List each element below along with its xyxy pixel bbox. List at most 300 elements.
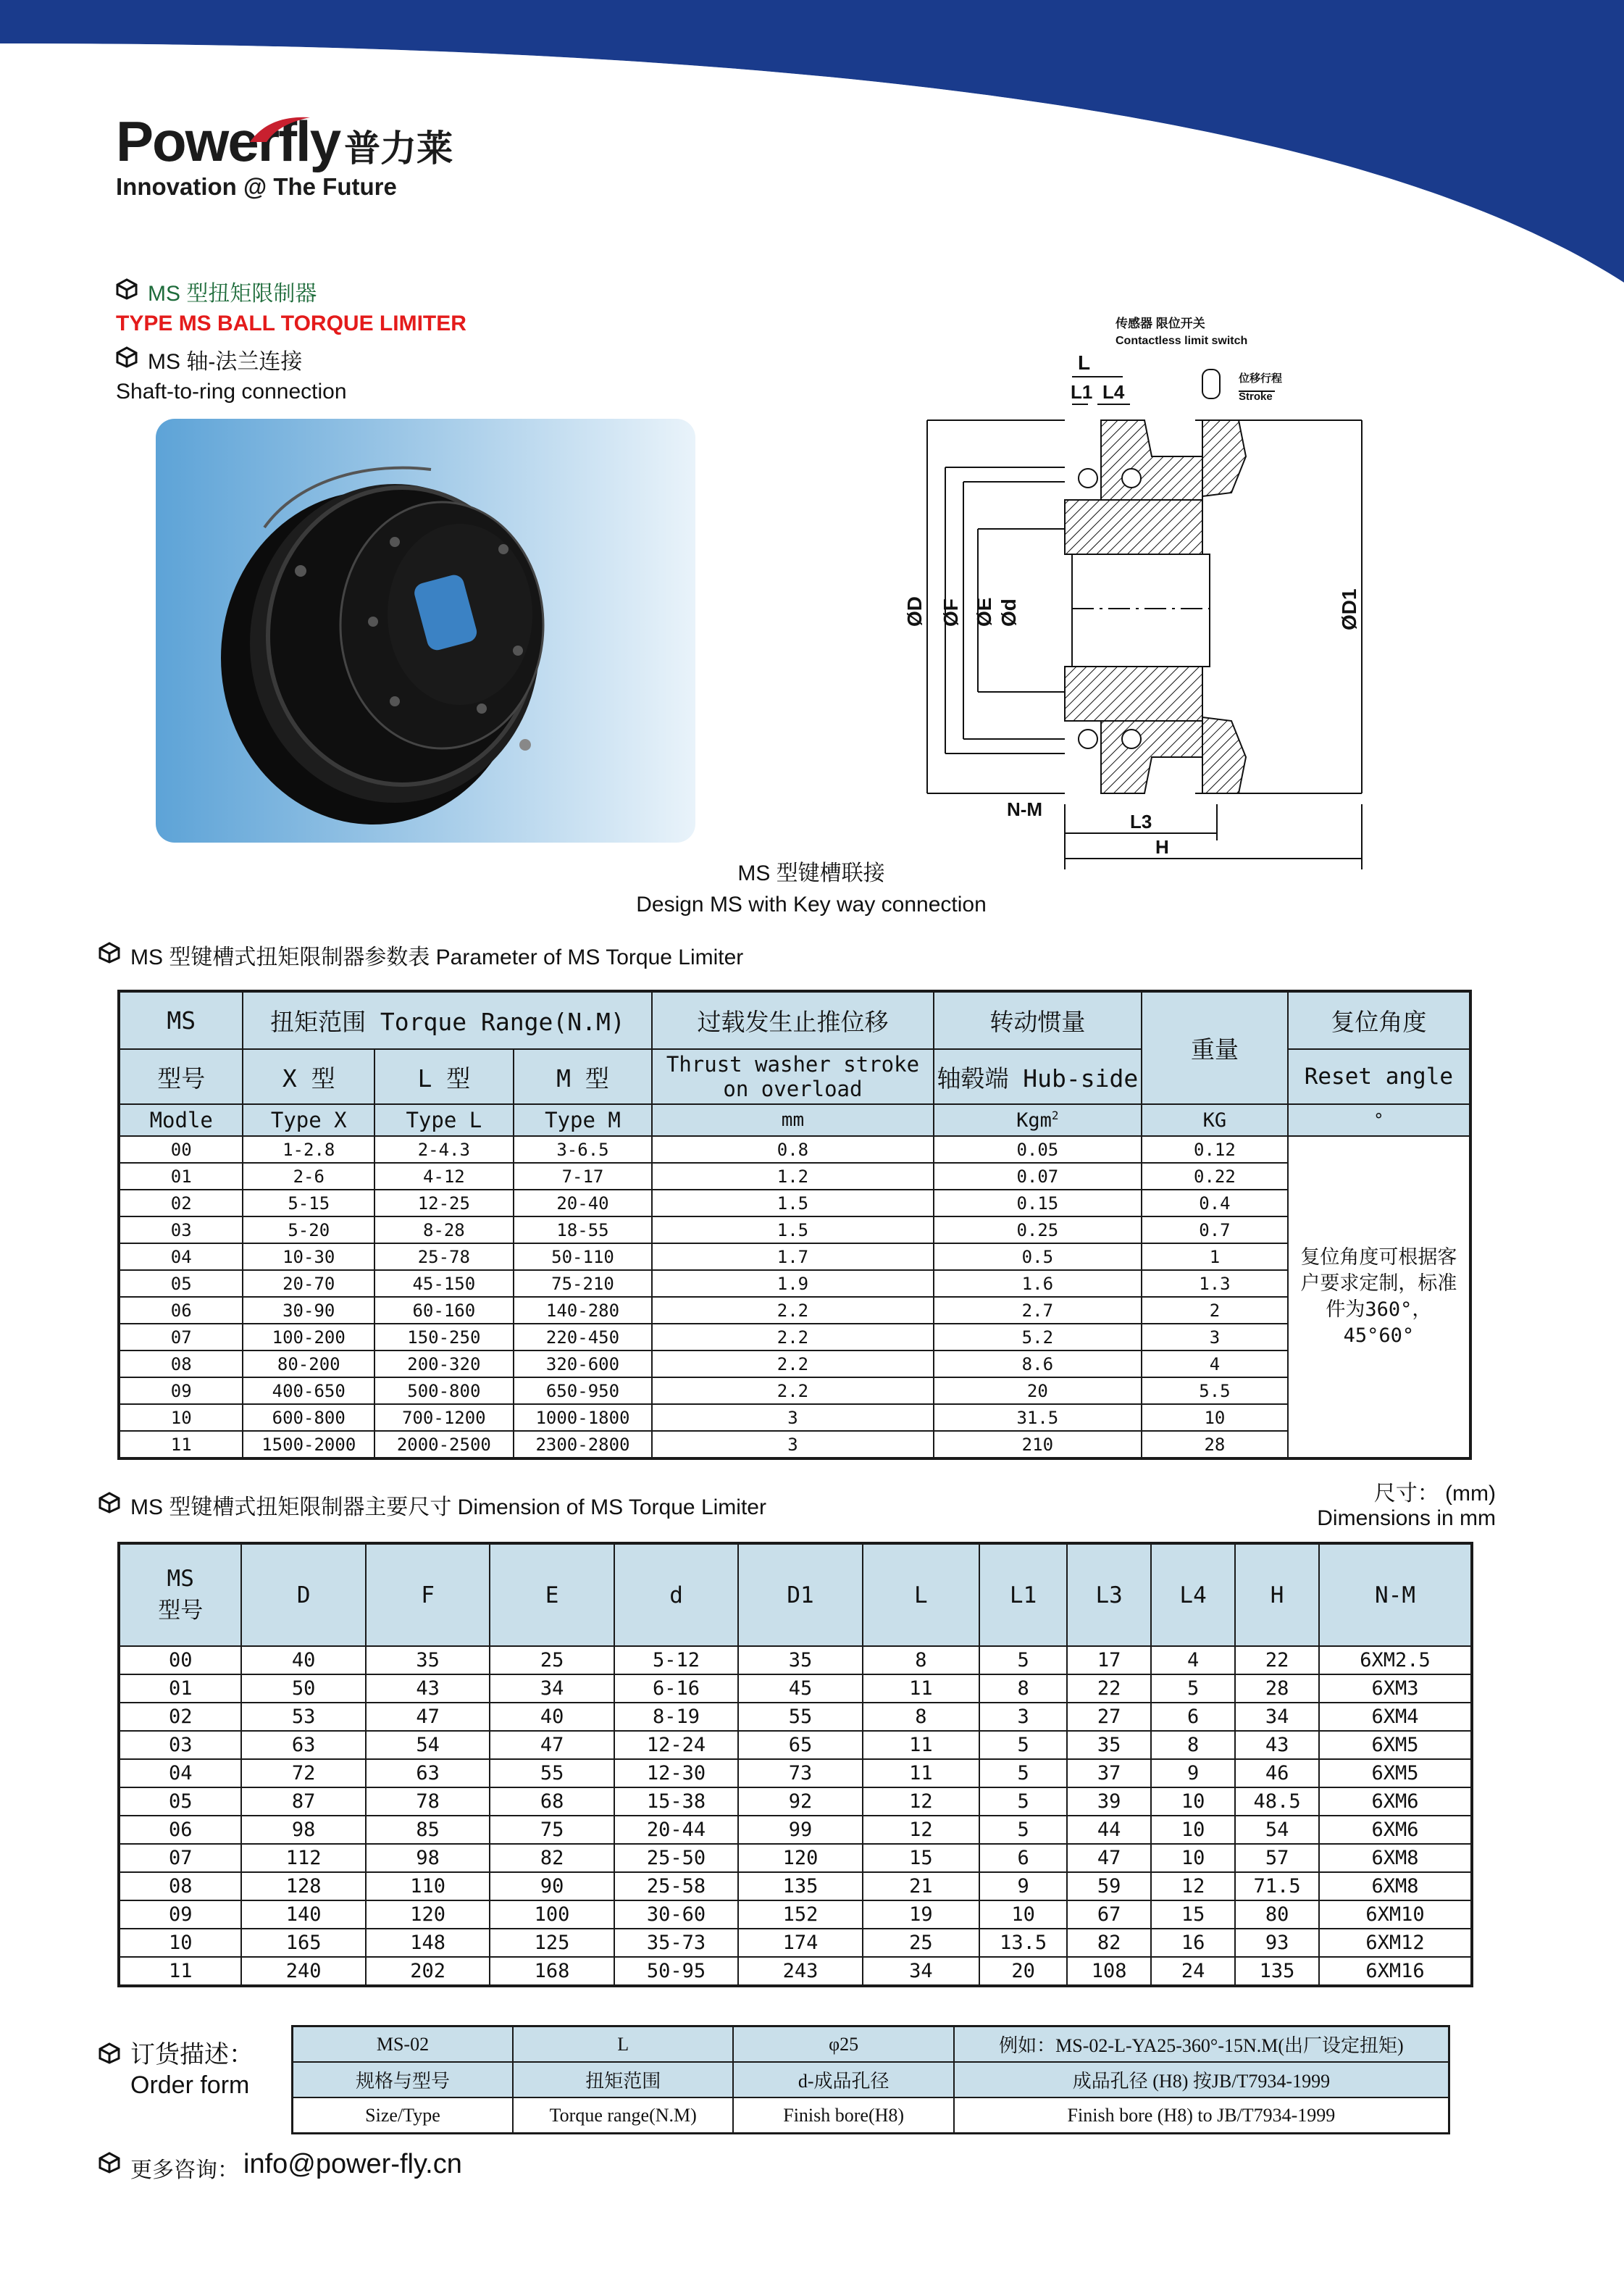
unit-inertia-text: Kgm: [1016, 1109, 1052, 1132]
table-cell: 0.4: [1142, 1190, 1288, 1216]
cube-bullet-icon: [99, 942, 120, 964]
table-cell: 1.2: [652, 1163, 933, 1190]
table-cell: 202: [366, 1957, 490, 1986]
table-cell: 3: [652, 1431, 933, 1458]
order-bore-cn: d-成品孔径: [733, 2062, 953, 2097]
table-cell: 25: [863, 1929, 979, 1957]
table-cell: 00: [119, 1646, 241, 1674]
dim-unit-note: [1246, 1482, 1496, 1531]
table-cell: 01: [119, 1674, 241, 1703]
table-cell: 10: [1151, 1787, 1235, 1816]
order-size-cn: 规格与型号: [293, 2062, 513, 2097]
table-cell: 8: [863, 1703, 979, 1731]
table-cell: 1.7: [652, 1243, 933, 1270]
table-cell: 150-250: [374, 1324, 514, 1351]
th-dim-E: E: [490, 1543, 614, 1646]
th-dim-L4: L4: [1151, 1543, 1235, 1646]
table-cell: 00: [119, 1136, 243, 1163]
table-cell: 25-50: [614, 1844, 738, 1872]
table-cell: 500-800: [374, 1377, 514, 1404]
table-cell: 0.25: [934, 1216, 1142, 1243]
drawing-caption: [579, 855, 1043, 917]
th-reset-en: Reset angle: [1288, 1049, 1470, 1104]
table-cell: 10: [119, 1929, 241, 1957]
table-cell: 135: [738, 1872, 862, 1900]
table-cell: 02: [119, 1703, 241, 1731]
table-cell: 20-70: [243, 1270, 374, 1297]
table-cell: 55: [738, 1703, 862, 1731]
table-cell: 46: [1235, 1759, 1319, 1787]
table-cell: 18-55: [514, 1216, 653, 1243]
table-row: [119, 1646, 1472, 1674]
table-cell: 108: [1067, 1957, 1151, 1986]
table-cell: 17: [1067, 1646, 1151, 1674]
table-cell: 3-6.5: [514, 1136, 653, 1163]
dim-D: ØD: [903, 596, 926, 627]
table-cell: 25-58: [614, 1872, 738, 1900]
table-cell: 08: [119, 1872, 241, 1900]
table-cell: 8-19: [614, 1703, 738, 1731]
cube-bullet-icon: [99, 1492, 120, 1514]
table-cell: 5: [1151, 1674, 1235, 1703]
table-cell: 98: [366, 1844, 490, 1872]
th-dim-d: d: [614, 1543, 738, 1646]
table-cell: 21: [863, 1872, 979, 1900]
table-cell: 72: [241, 1759, 365, 1787]
table-cell: 4: [1151, 1646, 1235, 1674]
table-cell: 20: [934, 1377, 1142, 1404]
table-cell: 2.2: [652, 1324, 933, 1351]
order-example-size: MS-02: [293, 2026, 513, 2063]
table-cell: 12: [863, 1816, 979, 1844]
table-cell: 6XM6: [1319, 1816, 1472, 1844]
th-thrust-en: Thrust washer stroke on overload: [652, 1049, 933, 1104]
table-cell: 44: [1067, 1816, 1151, 1844]
table-cell: 112: [241, 1844, 365, 1872]
th-ms: MS: [119, 991, 243, 1049]
table-cell: 128: [241, 1872, 365, 1900]
table-cell: 1.6: [934, 1270, 1142, 1297]
table-cell: 25: [490, 1646, 614, 1674]
table-row: [119, 1900, 1472, 1929]
dim-L1: L1: [1071, 381, 1093, 403]
th-unit-stroke: mm: [652, 1104, 933, 1136]
th-dim-model-cn: 型号: [158, 1598, 204, 1624]
table-cell: 2: [1142, 1297, 1288, 1324]
th-type-m-cn: M 型: [514, 1049, 653, 1104]
table-cell: 57: [1235, 1844, 1319, 1872]
table-cell: 50-95: [614, 1957, 738, 1986]
table-cell: 24: [1151, 1957, 1235, 1986]
table-cell: 8.6: [934, 1351, 1142, 1377]
table-cell: 6: [979, 1844, 1067, 1872]
table-cell: 02: [119, 1190, 243, 1216]
cube-bullet-icon: [116, 346, 138, 368]
th-model-cn: 型号: [119, 1049, 243, 1104]
table-cell: 37: [1067, 1759, 1151, 1787]
table-cell: 63: [366, 1759, 490, 1787]
table-cell: 80-200: [243, 1351, 374, 1377]
table-cell: 6XM4: [1319, 1703, 1472, 1731]
table-cell: 30-90: [243, 1297, 374, 1324]
table-cell: 59: [1067, 1872, 1151, 1900]
table-cell: 5: [979, 1787, 1067, 1816]
table-cell: 400-650: [243, 1377, 374, 1404]
technical-drawing: [898, 312, 1420, 877]
table-cell: 82: [1067, 1929, 1151, 1957]
table-cell: 165: [241, 1929, 365, 1957]
table-cell: 12-24: [614, 1731, 738, 1759]
sensor-label-en: Contactless limit switch: [1116, 335, 1248, 347]
th-unit-model: Modle: [119, 1104, 243, 1136]
table-cell: 140: [241, 1900, 365, 1929]
table-row: [119, 1404, 1470, 1431]
table-cell: 210: [934, 1431, 1142, 1458]
torque-limiter-image: [156, 419, 695, 843]
table-cell: 1500-2000: [243, 1431, 374, 1458]
dim-d: Ød: [997, 598, 1020, 627]
table-cell: 01: [119, 1163, 243, 1190]
contact-label: 更多咨询：: [130, 2158, 239, 2182]
table-row: [119, 1759, 1472, 1787]
contact-line: [99, 2149, 462, 2184]
table-cell: 5.5: [1142, 1377, 1288, 1404]
dim-section-text: MS 型键槽式扭矩限制器主要尺寸 Dimension of MS Torque Limiter: [130, 1495, 766, 1519]
table-cell: 4-12: [374, 1163, 514, 1190]
table-cell: 43: [366, 1674, 490, 1703]
table-cell: 22: [1067, 1674, 1151, 1703]
table-cell: 1.3: [1142, 1270, 1288, 1297]
th-inertia-en: 轴毂端 Hub-side: [934, 1049, 1142, 1104]
table-cell: 93: [1235, 1929, 1319, 1957]
order-standard-en: Finish bore (H8) to JB/T7934-1999: [954, 2097, 1449, 2134]
table-cell: 240: [241, 1957, 365, 1986]
dim-N-M: N-M: [1007, 798, 1043, 820]
connection-title: [116, 343, 347, 404]
table-cell: 6XM8: [1319, 1844, 1472, 1872]
table-row: [119, 1136, 1470, 1163]
th-type-x-cn: X 型: [243, 1049, 374, 1104]
table-cell: 90: [490, 1872, 614, 1900]
table-row: [119, 1731, 1472, 1759]
table-cell: 0.07: [934, 1163, 1142, 1190]
table-cell: 31.5: [934, 1404, 1142, 1431]
table-cell: 0.7: [1142, 1216, 1288, 1243]
table-cell: 63: [241, 1731, 365, 1759]
th-weight-cn: 重量: [1142, 991, 1288, 1104]
table-cell: 6XM5: [1319, 1731, 1472, 1759]
table-cell: 15: [863, 1844, 979, 1872]
order-example-range: L: [513, 2026, 734, 2063]
table-row: [119, 1929, 1472, 1957]
th-unit-weight: KG: [1142, 1104, 1288, 1136]
th-unit-m: Type M: [514, 1104, 653, 1136]
table-cell: 100: [490, 1900, 614, 1929]
table-cell: 140-280: [514, 1297, 653, 1324]
table-cell: 34: [863, 1957, 979, 1986]
table-cell: 135: [1235, 1957, 1319, 1986]
order-standard-cn: 成品孔径 (H8) 按JB/T7934-1999: [954, 2062, 1449, 2097]
table-cell: 2300-2800: [514, 1431, 653, 1458]
order-size-en: Size/Type: [293, 2097, 513, 2134]
th-dim-D1: D1: [738, 1543, 862, 1646]
dim-L3: L3: [1130, 811, 1152, 832]
table-cell: 53: [241, 1703, 365, 1731]
table-cell: 1.9: [652, 1270, 933, 1297]
table-cell: 16: [1151, 1929, 1235, 1957]
table-cell: 28: [1142, 1431, 1288, 1458]
table-cell: 13.5: [979, 1929, 1067, 1957]
th-dim-model: [119, 1543, 241, 1646]
table-cell: 0.5: [934, 1243, 1142, 1270]
th-reset-cn: 复位角度: [1288, 991, 1470, 1049]
table-cell: 11: [863, 1674, 979, 1703]
table-cell: 10: [1142, 1404, 1288, 1431]
th-thrust-cn: 过载发生止推位移: [652, 991, 933, 1049]
table-cell: 1000-1800: [514, 1404, 653, 1431]
logo-brand: Powerfly: [116, 109, 340, 173]
th-dim-L: L: [863, 1543, 979, 1646]
table-row: [119, 1377, 1470, 1404]
table-cell: 30-60: [614, 1900, 738, 1929]
table-cell: 9: [979, 1872, 1067, 1900]
connection-title-en: Shaft-to-ring connection: [116, 380, 347, 404]
table-cell: 2.2: [652, 1351, 933, 1377]
table-cell: 148: [366, 1929, 490, 1957]
th-dim-F: F: [366, 1543, 490, 1646]
table-cell: 05: [119, 1787, 241, 1816]
table-cell: 1.5: [652, 1216, 933, 1243]
order-form-table: [291, 2025, 1450, 2134]
table-cell: 28: [1235, 1674, 1319, 1703]
table-row: [119, 1957, 1472, 1986]
th-unit-inertia: [934, 1104, 1142, 1136]
th-dim-ms: MS: [167, 1566, 194, 1592]
table-cell: 9: [1151, 1759, 1235, 1787]
table-cell: 1-2.8: [243, 1136, 374, 1163]
table-cell: 8: [979, 1674, 1067, 1703]
drawing-caption-cn: MS 型键槽联接: [737, 861, 885, 885]
table-cell: 12: [1151, 1872, 1235, 1900]
table-cell: 6XM12: [1319, 1929, 1472, 1957]
table-cell: 35: [366, 1646, 490, 1674]
table-row: [119, 1431, 1470, 1458]
table-cell: 06: [119, 1816, 241, 1844]
table-row: [119, 1703, 1472, 1731]
table-row: [119, 1674, 1472, 1703]
th-unit-reset: °: [1288, 1104, 1470, 1136]
table-cell: 05: [119, 1270, 243, 1297]
table-cell: 1.5: [652, 1190, 933, 1216]
table-cell: 87: [241, 1787, 365, 1816]
product-title-en: TYPE MS BALL TORQUE LIMITER: [116, 312, 466, 335]
table-cell: 04: [119, 1759, 241, 1787]
table-cell: 1: [1142, 1243, 1288, 1270]
table-cell: 48.5: [1235, 1787, 1319, 1816]
table-cell: 20-40: [514, 1190, 653, 1216]
table-cell: 320-600: [514, 1351, 653, 1377]
table-cell: 40: [490, 1703, 614, 1731]
logo-tagline: Innovation @ The Future: [116, 173, 397, 200]
table-cell: 220-450: [514, 1324, 653, 1351]
table-row: [119, 1163, 1470, 1190]
table-row: [119, 1270, 1470, 1297]
table-cell: 8-28: [374, 1216, 514, 1243]
table-cell: 35-73: [614, 1929, 738, 1957]
table-cell: 47: [366, 1703, 490, 1731]
table-cell: 50: [241, 1674, 365, 1703]
table-cell: 10: [1151, 1816, 1235, 1844]
table-cell: 700-1200: [374, 1404, 514, 1431]
table-cell: 07: [119, 1324, 243, 1351]
table-cell: 5.2: [934, 1324, 1142, 1351]
table-cell: 25-78: [374, 1243, 514, 1270]
table-cell: 60-160: [374, 1297, 514, 1324]
table-cell: 54: [1235, 1816, 1319, 1844]
th-dim-L3: L3: [1067, 1543, 1151, 1646]
dim-E: ØE: [973, 597, 995, 627]
table-cell: 78: [366, 1787, 490, 1816]
table-cell: 110: [366, 1872, 490, 1900]
table-cell: 5-12: [614, 1646, 738, 1674]
dim-unit-cn: 尺寸： (mm): [1373, 1482, 1496, 1506]
table-row: [119, 1816, 1472, 1844]
th-type-l-cn: L 型: [374, 1049, 514, 1104]
table-cell: 12-25: [374, 1190, 514, 1216]
table-cell: 08: [119, 1351, 243, 1377]
table-cell: 174: [738, 1929, 862, 1957]
order-bore-en: Finish bore(H8): [733, 2097, 953, 2134]
table-cell: 152: [738, 1900, 862, 1929]
dim-F: ØF: [939, 598, 962, 627]
order-label-en: Order form: [130, 2071, 250, 2099]
table-cell: 67: [1067, 1900, 1151, 1929]
dim-section-title: [99, 1489, 766, 1521]
reset-angle-note: 复位角度可根据客户要求定制，标准件为360°，45°60°: [1288, 1136, 1470, 1458]
table-cell: 10: [119, 1404, 243, 1431]
table-cell: 0.8: [652, 1136, 933, 1163]
table-cell: 04: [119, 1243, 243, 1270]
table-cell: 6XM10: [1319, 1900, 1472, 1929]
table-cell: 5-20: [243, 1216, 374, 1243]
table-cell: 11: [119, 1431, 243, 1458]
table-cell: 82: [490, 1844, 614, 1872]
table-row: [119, 1844, 1472, 1872]
table-cell: 06: [119, 1297, 243, 1324]
order-example-full: 例如：MS-02-L-YA25-360°-15N.M(出厂设定扭矩): [954, 2026, 1449, 2063]
order-label-cn: 订货描述：: [130, 2041, 254, 2069]
table-cell: 120: [366, 1900, 490, 1929]
th-unit-l: Type L: [374, 1104, 514, 1136]
table-cell: 10: [979, 1900, 1067, 1929]
table-cell: 6XM6: [1319, 1787, 1472, 1816]
table-row: [119, 1216, 1470, 1243]
table-cell: 243: [738, 1957, 862, 1986]
order-example-bore: φ25: [733, 2026, 953, 2063]
table-cell: 3: [979, 1703, 1067, 1731]
table-cell: 2-4.3: [374, 1136, 514, 1163]
logo-swoosh-icon: [246, 114, 311, 143]
contact-email[interactable]: info@power-fly.cn: [243, 2149, 462, 2179]
table-cell: 47: [490, 1731, 614, 1759]
table-cell: 73: [738, 1759, 862, 1787]
table-cell: 20: [979, 1957, 1067, 1986]
table-cell: 09: [119, 1377, 243, 1404]
table-cell: 98: [241, 1816, 365, 1844]
table-cell: 6XM8: [1319, 1872, 1472, 1900]
table-cell: 2.7: [934, 1297, 1142, 1324]
table-cell: 19: [863, 1900, 979, 1929]
table-cell: 22: [1235, 1646, 1319, 1674]
table-cell: 54: [366, 1731, 490, 1759]
table-cell: 125: [490, 1929, 614, 1957]
stroke-label-en: Stroke: [1239, 391, 1273, 403]
table-cell: 6XM16: [1319, 1957, 1472, 1986]
table-cell: 168: [490, 1957, 614, 1986]
table-cell: 120: [738, 1844, 862, 1872]
cube-bullet-icon: [99, 2042, 120, 2064]
table-cell: 2000-2500: [374, 1431, 514, 1458]
dim-L: L: [1078, 351, 1091, 374]
table-cell: 80: [1235, 1900, 1319, 1929]
table-row: [119, 1787, 1472, 1816]
table-cell: 45: [738, 1674, 862, 1703]
table-row: [119, 1351, 1470, 1377]
table-cell: 03: [119, 1731, 241, 1759]
table-cell: 75: [490, 1816, 614, 1844]
table-cell: 09: [119, 1900, 241, 1929]
table-cell: 34: [1235, 1703, 1319, 1731]
table-cell: 6XM5: [1319, 1759, 1472, 1787]
dim-L4: L4: [1102, 381, 1125, 403]
drawing-caption-en: Design MS with Key way connection: [636, 893, 987, 917]
table-cell: 2-6: [243, 1163, 374, 1190]
table-cell: 6: [1151, 1703, 1235, 1731]
table-cell: 47: [1067, 1844, 1151, 1872]
product-title: [116, 275, 466, 336]
param-section-text: MS 型键槽式扭矩限制器参数表 Parameter of MS Torque Limiter: [130, 945, 744, 969]
product-photo: [156, 419, 695, 843]
logo-brand-cn: 普力莱: [344, 128, 453, 169]
table-cell: 8: [863, 1646, 979, 1674]
table-cell: 600-800: [243, 1404, 374, 1431]
th-torque-range: 扭矩范围 Torque Range(N.M): [243, 991, 652, 1049]
table-cell: 5-15: [243, 1190, 374, 1216]
dim-D1: ØD1: [1338, 588, 1360, 630]
table-cell: 5: [979, 1816, 1067, 1844]
table-cell: 27: [1067, 1703, 1151, 1731]
table-cell: 55: [490, 1759, 614, 1787]
table-row: [119, 1190, 1470, 1216]
sensor-label-cn: 传感器 限位开关: [1116, 317, 1205, 330]
th-dim-L1: L1: [979, 1543, 1067, 1646]
table-cell: 15-38: [614, 1787, 738, 1816]
table-cell: 0.15: [934, 1190, 1142, 1216]
table-cell: 200-320: [374, 1351, 514, 1377]
cube-bullet-icon: [116, 278, 138, 300]
table-cell: 2.2: [652, 1377, 933, 1404]
table-cell: 92: [738, 1787, 862, 1816]
table-cell: 6XM3: [1319, 1674, 1472, 1703]
table-cell: 5: [979, 1646, 1067, 1674]
th-unit-x: Type X: [243, 1104, 374, 1136]
table-cell: 650-950: [514, 1377, 653, 1404]
table-cell: 45-150: [374, 1270, 514, 1297]
table-cell: 75-210: [514, 1270, 653, 1297]
table-cell: 43: [1235, 1731, 1319, 1759]
order-range-en: Torque range(N.M): [513, 2097, 734, 2134]
table-cell: 7-17: [514, 1163, 653, 1190]
